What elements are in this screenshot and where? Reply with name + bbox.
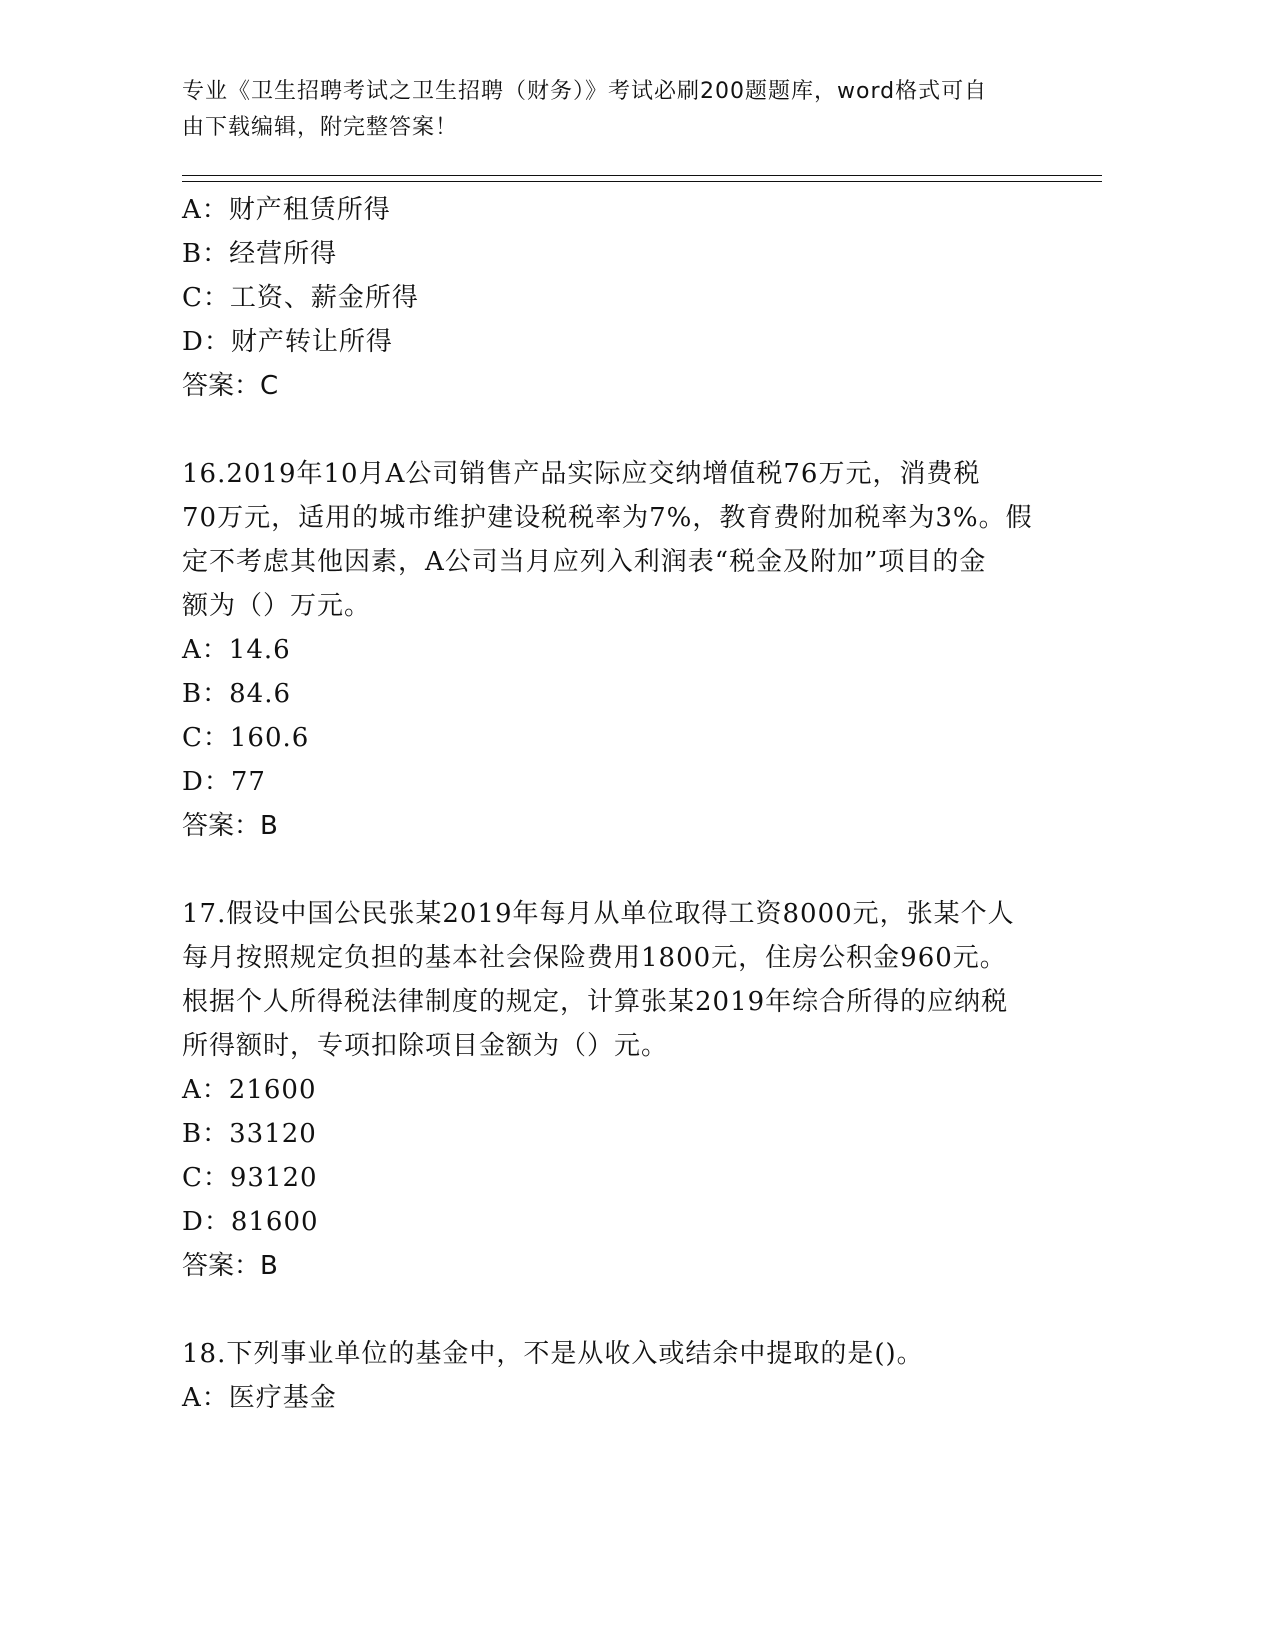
option-c: C：160.6	[182, 723, 310, 753]
option-b: B：经营所得	[182, 239, 338, 269]
answer-line: 答案：B	[182, 1251, 278, 1281]
spacer	[182, 408, 1042, 452]
header-line-1: 专业《卫生招聘考试之卫生招聘（财务）》考试必刷200题题库，word格式可自	[182, 79, 988, 104]
question-text-line: 额为（）万元。	[182, 591, 372, 621]
option-c: C：工资、薪金所得	[182, 283, 419, 313]
answer-line: 答案：C	[182, 371, 279, 401]
document-header	[182, 74, 1042, 146]
header-divider-bottom	[182, 181, 1102, 182]
question-text-line: 每月按照规定负担的基本社会保险费用1800元，住房公积金960元。	[182, 943, 1007, 973]
option-c: C：93120	[182, 1163, 318, 1193]
question-16	[182, 452, 1042, 848]
option-d: D：财产转让所得	[182, 327, 393, 357]
option-d: D：81600	[182, 1207, 319, 1237]
option-b: B：33120	[182, 1119, 317, 1149]
question-text-line: 18.下列事业单位的基金中，不是从收入或结余中提取的是()。	[182, 1339, 924, 1369]
option-d: D：77	[182, 767, 266, 797]
question-text-line: 70万元，适用的城市维护建设税税率为7%，教育费附加税率为3%。假	[182, 503, 1033, 533]
header-divider-top	[182, 175, 1102, 176]
spacer	[182, 1288, 1042, 1332]
question-17	[182, 892, 1042, 1288]
question-15	[182, 188, 1042, 408]
question-text-line: 16.2019年10月A公司销售产品实际应交纳增值税76万元，消费税	[182, 459, 981, 489]
answer-line: 答案：B	[182, 811, 278, 841]
question-text-line: 定不考虑其他因素，A公司当月应列入利润表“税金及附加”项目的金	[182, 547, 987, 577]
option-b: B：84.6	[182, 679, 291, 709]
question-text-line: 根据个人所得税法律制度的规定，计算张某2019年综合所得的应纳税	[182, 987, 1009, 1017]
header-line-2: 由下载编辑，附完整答案！	[182, 115, 459, 140]
question-text-line: 17.假设中国公民张某2019年每月从单位取得工资8000元，张某个人	[182, 899, 1015, 929]
question-18	[182, 1332, 1042, 1420]
question-text-line: 所得额时，专项扣除项目金额为（）元。	[182, 1031, 669, 1061]
document-body	[182, 188, 1042, 1420]
option-a: A：财产租赁所得	[182, 195, 391, 225]
option-a: A：21600	[182, 1075, 317, 1105]
option-a: A：医疗基金	[182, 1383, 337, 1413]
option-a: A：14.6	[182, 635, 291, 665]
spacer	[182, 848, 1042, 892]
